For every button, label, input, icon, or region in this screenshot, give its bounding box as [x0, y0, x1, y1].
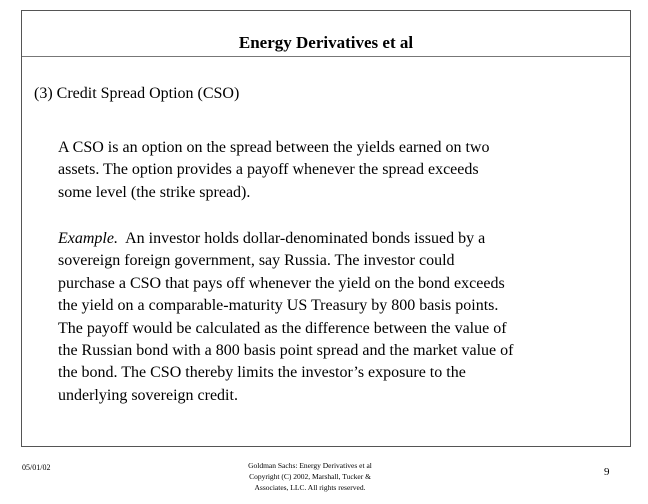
paragraph-line: the Russian bond with a 800 basis point spread and the market value of — [58, 342, 514, 360]
footer-date: 05/01/02 — [22, 463, 51, 472]
slide-title: Energy Derivatives et al — [238, 33, 414, 52]
footer-credit — [190, 460, 430, 493]
example-first-line-text: An investor holds dollar-denominated bonds issued by a — [117, 230, 486, 247]
paragraph-line: sovereign foreign government, say Russia. The investor could — [58, 252, 455, 270]
paragraph-line — [58, 228, 618, 250]
paragraph-line: underlying sovereign credit. — [58, 386, 238, 404]
footer-credit-line: Copyright (C) 2002, Marshall, Tucker & — [249, 472, 371, 481]
page-number: 9 — [604, 466, 610, 478]
paragraph-line: the bond. The CSO thereby limits the investor’s exposure to the — [58, 364, 466, 382]
paragraph-line: assets. The option provides a payoff whenever the spread exceeds — [58, 161, 479, 179]
paragraph-line: the yield on a comparable-maturity US Treasury by 800 basis points. — [58, 297, 499, 315]
example-label: Example. — [58, 230, 118, 247]
footer-credit-line: Associates, LLC. All rights reserved. — [254, 483, 366, 492]
paragraph-line: The payoff would be calculated as the difference between the value of — [58, 319, 507, 337]
title-divider — [22, 56, 630, 57]
definition-paragraph — [58, 137, 618, 204]
paragraph-line: some level (the strike spread). — [58, 183, 251, 201]
example-paragraph — [58, 228, 618, 407]
paragraph-line: A CSO is an option on the spread between the yields earned on two — [58, 139, 490, 156]
footer-credit-line: Goldman Sachs: Energy Derivatives et al — [248, 461, 372, 470]
paragraph-line: purchase a CSO that pays off whenever the yield on the bond exceeds — [58, 274, 505, 292]
section-heading: (3) Credit Spread Option (CSO) — [34, 85, 240, 102]
